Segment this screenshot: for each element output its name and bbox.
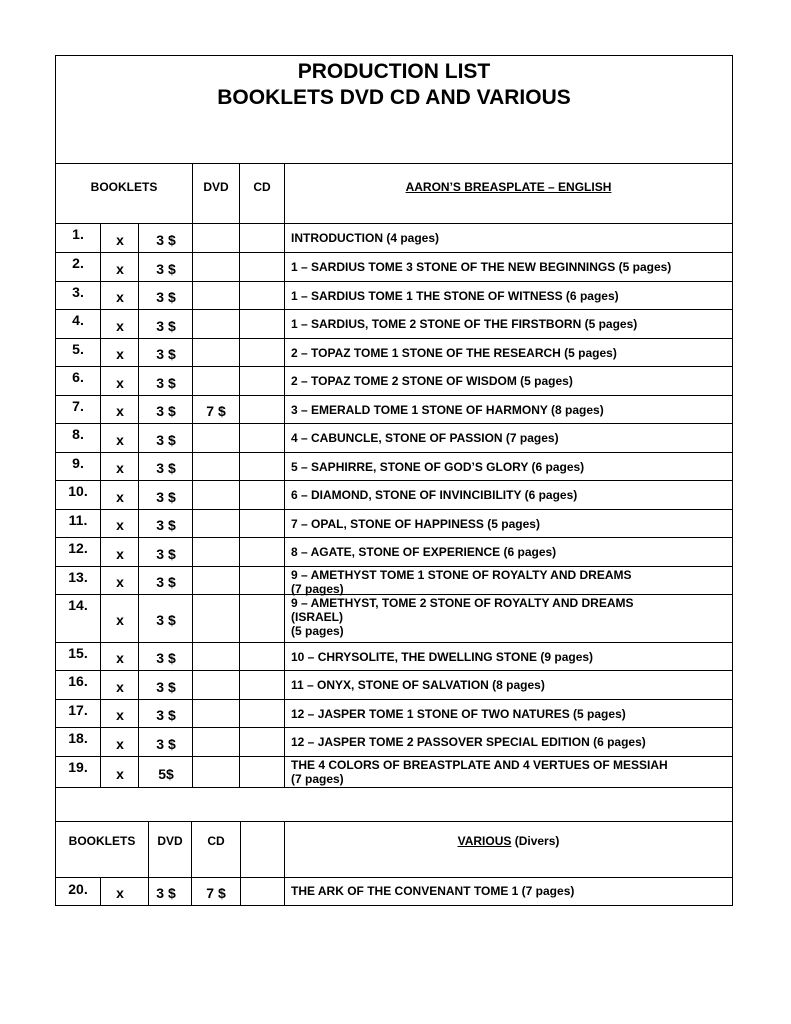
table-rule bbox=[56, 642, 732, 643]
row-number: 5. bbox=[72, 341, 84, 357]
booklet-title: 9 – AMETHYST TOME 1 STONE OF ROYALTY AND DREAMS (7 pages) bbox=[291, 568, 632, 596]
booklet-price: 3 $ bbox=[156, 574, 176, 590]
booklet-price: 3 $ bbox=[156, 232, 176, 248]
row-number: 1. bbox=[72, 226, 84, 242]
row-number: 4. bbox=[72, 312, 84, 328]
header2-cd: CD bbox=[207, 834, 225, 848]
row-number: 16. bbox=[68, 673, 88, 689]
booklet-mark: x bbox=[116, 517, 124, 533]
row-number: 19. bbox=[68, 759, 88, 775]
table-column-rule bbox=[284, 821, 285, 877]
booklet-title: 8 – AGATE, STONE OF EXPERIENCE (6 pages) bbox=[291, 545, 557, 559]
table-column-rule bbox=[239, 163, 240, 223]
table-rule bbox=[56, 452, 732, 453]
various-subtitle: (Divers) bbox=[511, 834, 560, 848]
row-number: 11. bbox=[68, 512, 88, 528]
booklet-title: 2 – TOPAZ TOME 2 STONE OF WISDOM (5 pages) bbox=[291, 374, 573, 388]
booklet-price: 3 $ bbox=[156, 432, 176, 448]
booklet-mark: x bbox=[116, 432, 124, 448]
booklet-price: 3 $ bbox=[156, 707, 176, 723]
booklet-mark: x bbox=[116, 574, 124, 590]
booklet-mark: x bbox=[116, 679, 124, 695]
row-number: 18. bbox=[68, 730, 88, 746]
booklet-mark: x bbox=[116, 232, 124, 248]
table-column-rule bbox=[284, 163, 285, 223]
page-subtitle: BOOKLETS DVD CD AND VARIOUS bbox=[217, 86, 571, 109]
booklet-title: 1 – SARDIUS TOME 1 THE STONE OF WITNESS (6 pages) bbox=[291, 289, 619, 303]
table-rule bbox=[56, 366, 732, 367]
table-column-rule bbox=[239, 223, 240, 787]
booklet-price: 3 $ bbox=[156, 679, 176, 695]
booklet-mark: x bbox=[116, 612, 124, 628]
booklet-mark: x bbox=[116, 650, 124, 666]
header-cd: CD bbox=[253, 180, 271, 194]
table-rule bbox=[56, 281, 732, 282]
row-number: 2. bbox=[72, 255, 84, 271]
header2-booklets: BOOKLETS bbox=[68, 834, 136, 848]
booklet-title: 4 – CABUNCLE, STONE OF PASSION (7 pages) bbox=[291, 431, 559, 445]
booklet-price: 3 $ bbox=[156, 346, 176, 362]
booklet-mark: x bbox=[116, 736, 124, 752]
table-rule bbox=[56, 727, 732, 728]
booklet-mark: x bbox=[116, 318, 124, 334]
row-number: 15. bbox=[68, 645, 88, 661]
booklet-title: INTRODUCTION (4 pages) bbox=[291, 231, 440, 245]
table-rule bbox=[56, 395, 732, 396]
table-rule bbox=[56, 877, 732, 878]
booklet-mark: x bbox=[116, 261, 124, 277]
table-column-rule bbox=[284, 223, 285, 787]
table-rule bbox=[56, 423, 732, 424]
booklet-title: 2 – TOPAZ TOME 1 STONE OF THE RESEARCH (5 pages) bbox=[291, 346, 617, 360]
booklet-mark: x bbox=[116, 707, 124, 723]
table-rule bbox=[56, 223, 732, 224]
booklet-title: 10 – CHRYSOLITE, THE DWELLING STONE (9 pages) bbox=[291, 650, 594, 664]
header-booklets: BOOKLETS bbox=[90, 180, 158, 194]
table-rule bbox=[56, 787, 732, 788]
table-rule bbox=[56, 338, 732, 339]
table-rule bbox=[56, 756, 732, 757]
booklet-title: 12 – JASPER TOME 1 STONE OF TWO NATURES (5 pages) bbox=[291, 707, 626, 721]
table-rule bbox=[56, 821, 732, 822]
booklet-price: 3 $ bbox=[156, 403, 176, 419]
booklet-price: 5$ bbox=[158, 766, 174, 782]
header2-dvd: DVD bbox=[157, 834, 183, 848]
table-rule bbox=[56, 566, 732, 567]
booklet-mark: x bbox=[116, 460, 124, 476]
booklet-title: 7 – OPAL, STONE OF HAPPINESS (5 pages) bbox=[291, 517, 540, 531]
header-aarons-breastplate: AARON’S BREASPLATE – ENGLISH bbox=[405, 180, 612, 194]
booklet-price: 3 $ bbox=[156, 612, 176, 628]
row-number: 8. bbox=[72, 426, 84, 442]
table-rule bbox=[56, 670, 732, 671]
table-rule bbox=[56, 699, 732, 700]
booklet-price: 3 $ bbox=[156, 489, 176, 505]
various-label: VARIOUS bbox=[457, 834, 512, 848]
booklet-price: 3 $ bbox=[156, 546, 176, 562]
table-rule bbox=[56, 480, 732, 481]
row-number: 6. bbox=[72, 369, 84, 385]
page-title: PRODUCTION LIST bbox=[297, 60, 491, 83]
table-column-rule bbox=[284, 877, 285, 905]
booklet-mark: x bbox=[116, 766, 124, 782]
booklet-mark: x bbox=[116, 546, 124, 562]
booklet-price: 3 $ bbox=[156, 650, 176, 666]
dvd-price: 7 $ bbox=[206, 885, 226, 901]
header2-various bbox=[285, 834, 732, 848]
booklet-price: 3 $ bbox=[156, 261, 176, 277]
row-number: 12. bbox=[68, 540, 88, 556]
booklet-title: 1 – SARDIUS, TOME 2 STONE OF THE FIRSTBORN (5 pages) bbox=[291, 317, 638, 331]
booklet-mark: x bbox=[116, 289, 124, 305]
booklet-mark: x bbox=[116, 885, 124, 901]
table-rule bbox=[56, 509, 732, 510]
booklet-title: 3 – EMERALD TOME 1 STONE OF HARMONY (8 pages) bbox=[291, 403, 604, 417]
row-number: 10. bbox=[68, 483, 88, 499]
table-rule bbox=[56, 537, 732, 538]
booklet-title: 12 – JASPER TOME 2 PASSOVER SPECIAL EDITION (6 pages) bbox=[291, 735, 646, 749]
table-column-rule bbox=[138, 223, 139, 787]
booklet-price: 3 $ bbox=[156, 885, 176, 901]
table-column-rule bbox=[100, 223, 101, 787]
booklet-mark: x bbox=[116, 489, 124, 505]
booklet-price: 3 $ bbox=[156, 375, 176, 391]
row-number: 7. bbox=[72, 398, 84, 414]
table-column-rule bbox=[192, 163, 193, 223]
booklet-mark: x bbox=[116, 403, 124, 419]
table-rule bbox=[56, 252, 732, 253]
table-column-rule bbox=[240, 877, 241, 905]
various-title: THE ARK OF THE CONVENANT TOME 1 (7 pages) bbox=[291, 884, 575, 898]
booklet-mark: x bbox=[116, 346, 124, 362]
table-column-rule bbox=[148, 821, 149, 877]
row-number: 9. bbox=[72, 455, 84, 471]
booklet-title: 5 – SAPHIRRE, STONE OF GOD’S GLORY (6 pages) bbox=[291, 460, 585, 474]
table-column-rule bbox=[192, 223, 193, 787]
booklet-price: 3 $ bbox=[156, 736, 176, 752]
row-number: 20. bbox=[68, 881, 88, 897]
booklet-price: 3 $ bbox=[156, 289, 176, 305]
booklet-title: 1 – SARDIUS TOME 3 STONE OF THE NEW BEGINNINGS (5 pages) bbox=[291, 260, 672, 274]
header-dvd: DVD bbox=[203, 180, 229, 194]
table-column-rule bbox=[240, 821, 241, 877]
dvd-price: 7 $ bbox=[206, 403, 226, 419]
row-number: 14. bbox=[68, 597, 88, 613]
table-rule bbox=[56, 163, 732, 164]
booklet-price: 3 $ bbox=[156, 460, 176, 476]
row-number: 13. bbox=[68, 569, 88, 585]
table-column-rule bbox=[191, 821, 192, 877]
row-number: 3. bbox=[72, 284, 84, 300]
booklet-title: 6 – DIAMOND, STONE OF INVINCIBILITY (6 pages) bbox=[291, 488, 578, 502]
row-number: 17. bbox=[68, 702, 88, 718]
booklet-title: THE 4 COLORS OF BREASTPLATE AND 4 VERTUES OF MESSIAH (7 pages) bbox=[291, 758, 668, 786]
booklet-price: 3 $ bbox=[156, 318, 176, 334]
booklet-title: 11 – ONYX, STONE OF SALVATION (8 pages) bbox=[291, 678, 545, 692]
booklet-mark: x bbox=[116, 375, 124, 391]
table-rule bbox=[56, 309, 732, 310]
booklet-price: 3 $ bbox=[156, 517, 176, 533]
booklet-title: 9 – AMETHYST, TOME 2 STONE OF ROYALTY AND DREAMS (ISRAEL) (5 pages) bbox=[291, 596, 634, 638]
